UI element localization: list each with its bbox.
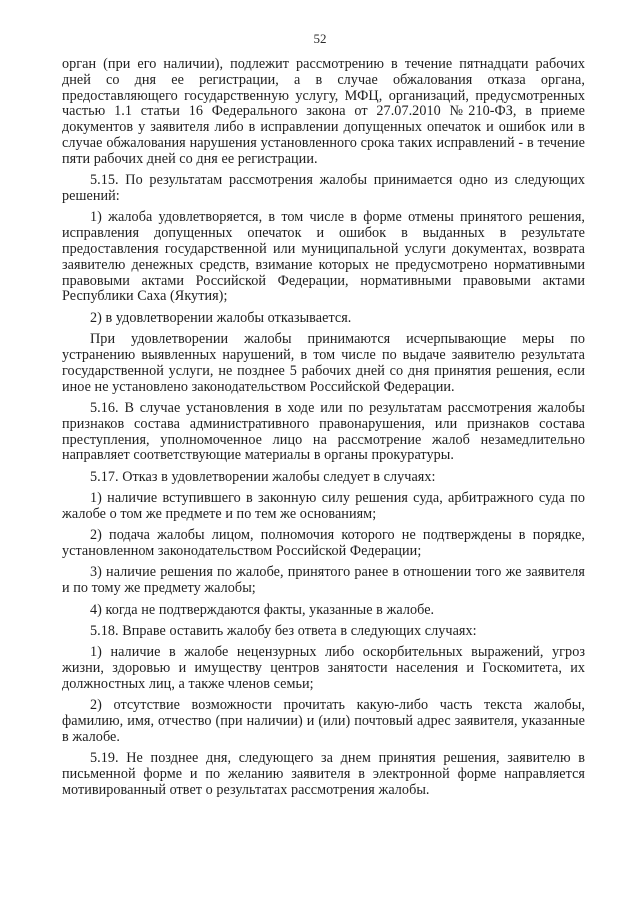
paragraph: 5.16. В случае установления в ходе или по результатам рассмотрения жалобы признаков состава административного правонарушения, или признаков состава преступления, уполномоченное лицо на рассмотрение жалоб незамедлительно направляет соответствующие материалы в органы прокуратуры. (62, 399, 585, 464)
page-number: 52 (313, 31, 327, 46)
paragraph: 4) когда не подтверждаются факты, указанные в жалобе. (90, 601, 435, 618)
paragraph: 5.18. Вправе оставить жалобу без ответа в следующих случаях: (90, 623, 477, 640)
paragraph: 1) жалоба удовлетворяется, в том числе в форме отмены принятого решения, исправления допущенных опечаток и ошибок в выданных в результате предоставления государственной или муниципальной услуги документах, возврата заявителю денежных средств, взимание которых не предусмотрено нормативными правовыми актами Российской Федерации, нормативными правовыми актами Республики Саха (Якутия); (62, 209, 585, 305)
paragraph: 1) наличие вступившего в законную силу решения суда, арбитражного суда по жалобе о том же предмете и по тем же основаниям; (62, 490, 585, 522)
paragraph: орган (при его наличии), подлежит рассмотрению в течение пятнадцати рабочих дней со дня ее регистрации, а в случае обжалования отказа органа, предоставляющего государственную услугу, МФЦ, организаций, предусмотренных частью 1.1 статьи 16 Федерального закона от 27.07.2010 №210-ФЗ, в приеме документов у заявителя либо в исправлении допущенных опечаток и ошибок или в случае обжалования нарушения установленного срока таких исправлений - в течение пяти рабочих дней со дня ее регистрации. (62, 56, 585, 167)
paragraph: 1) наличие в жалобе нецензурных либо оскорбительных выражений, угроз жизни, здоровью и имуществу центров занятости населения и Госкомитета, их должностных лиц, а также членов семьи; (62, 644, 585, 693)
paragraph: 2) отсутствие возможности прочитать какую-либо часть текста жалобы, фамилию, имя, отчество (при наличии) и (или) почтовый адрес заявителя, указанные в жалобе. (62, 697, 585, 745)
document-body (62, 57, 585, 799)
paragraph: 5.15. По результатам рассмотрения жалобы принимается одно из следующих решений: (62, 172, 585, 204)
paragraph: 3) наличие решения по жалобе, принятого ранее в отношении того же заявителя и по тому же предмету жалобы; (62, 564, 585, 597)
paragraph: 5.19. Не позднее дня, следующего за днем принятия решения, заявителю в письменной форме и по желанию заявителя в электронной форме направляется мотивированный ответ о результатах рассмотрения жалобы. (62, 750, 585, 798)
paragraph: 5.17. Отказ в удовлетворении жалобы следует в случаях: (90, 468, 436, 485)
paragraph: 2) в удовлетворении жалобы отказывается. (90, 309, 352, 326)
paragraph: 2) подача жалобы лицом, полномочия которого не подтверждены в порядке, установленном законодательством Российской Федерации; (62, 527, 585, 560)
paragraph: При удовлетворении жалобы принимаются исчерпывающие меры по устранению выявленных нарушений, в том числе по выдаче заявителю результата государственной услуги, не позднее 5 рабочих дней со дня принятия решения, если иное не установлено законодательством Российской Федерации. (62, 331, 585, 395)
